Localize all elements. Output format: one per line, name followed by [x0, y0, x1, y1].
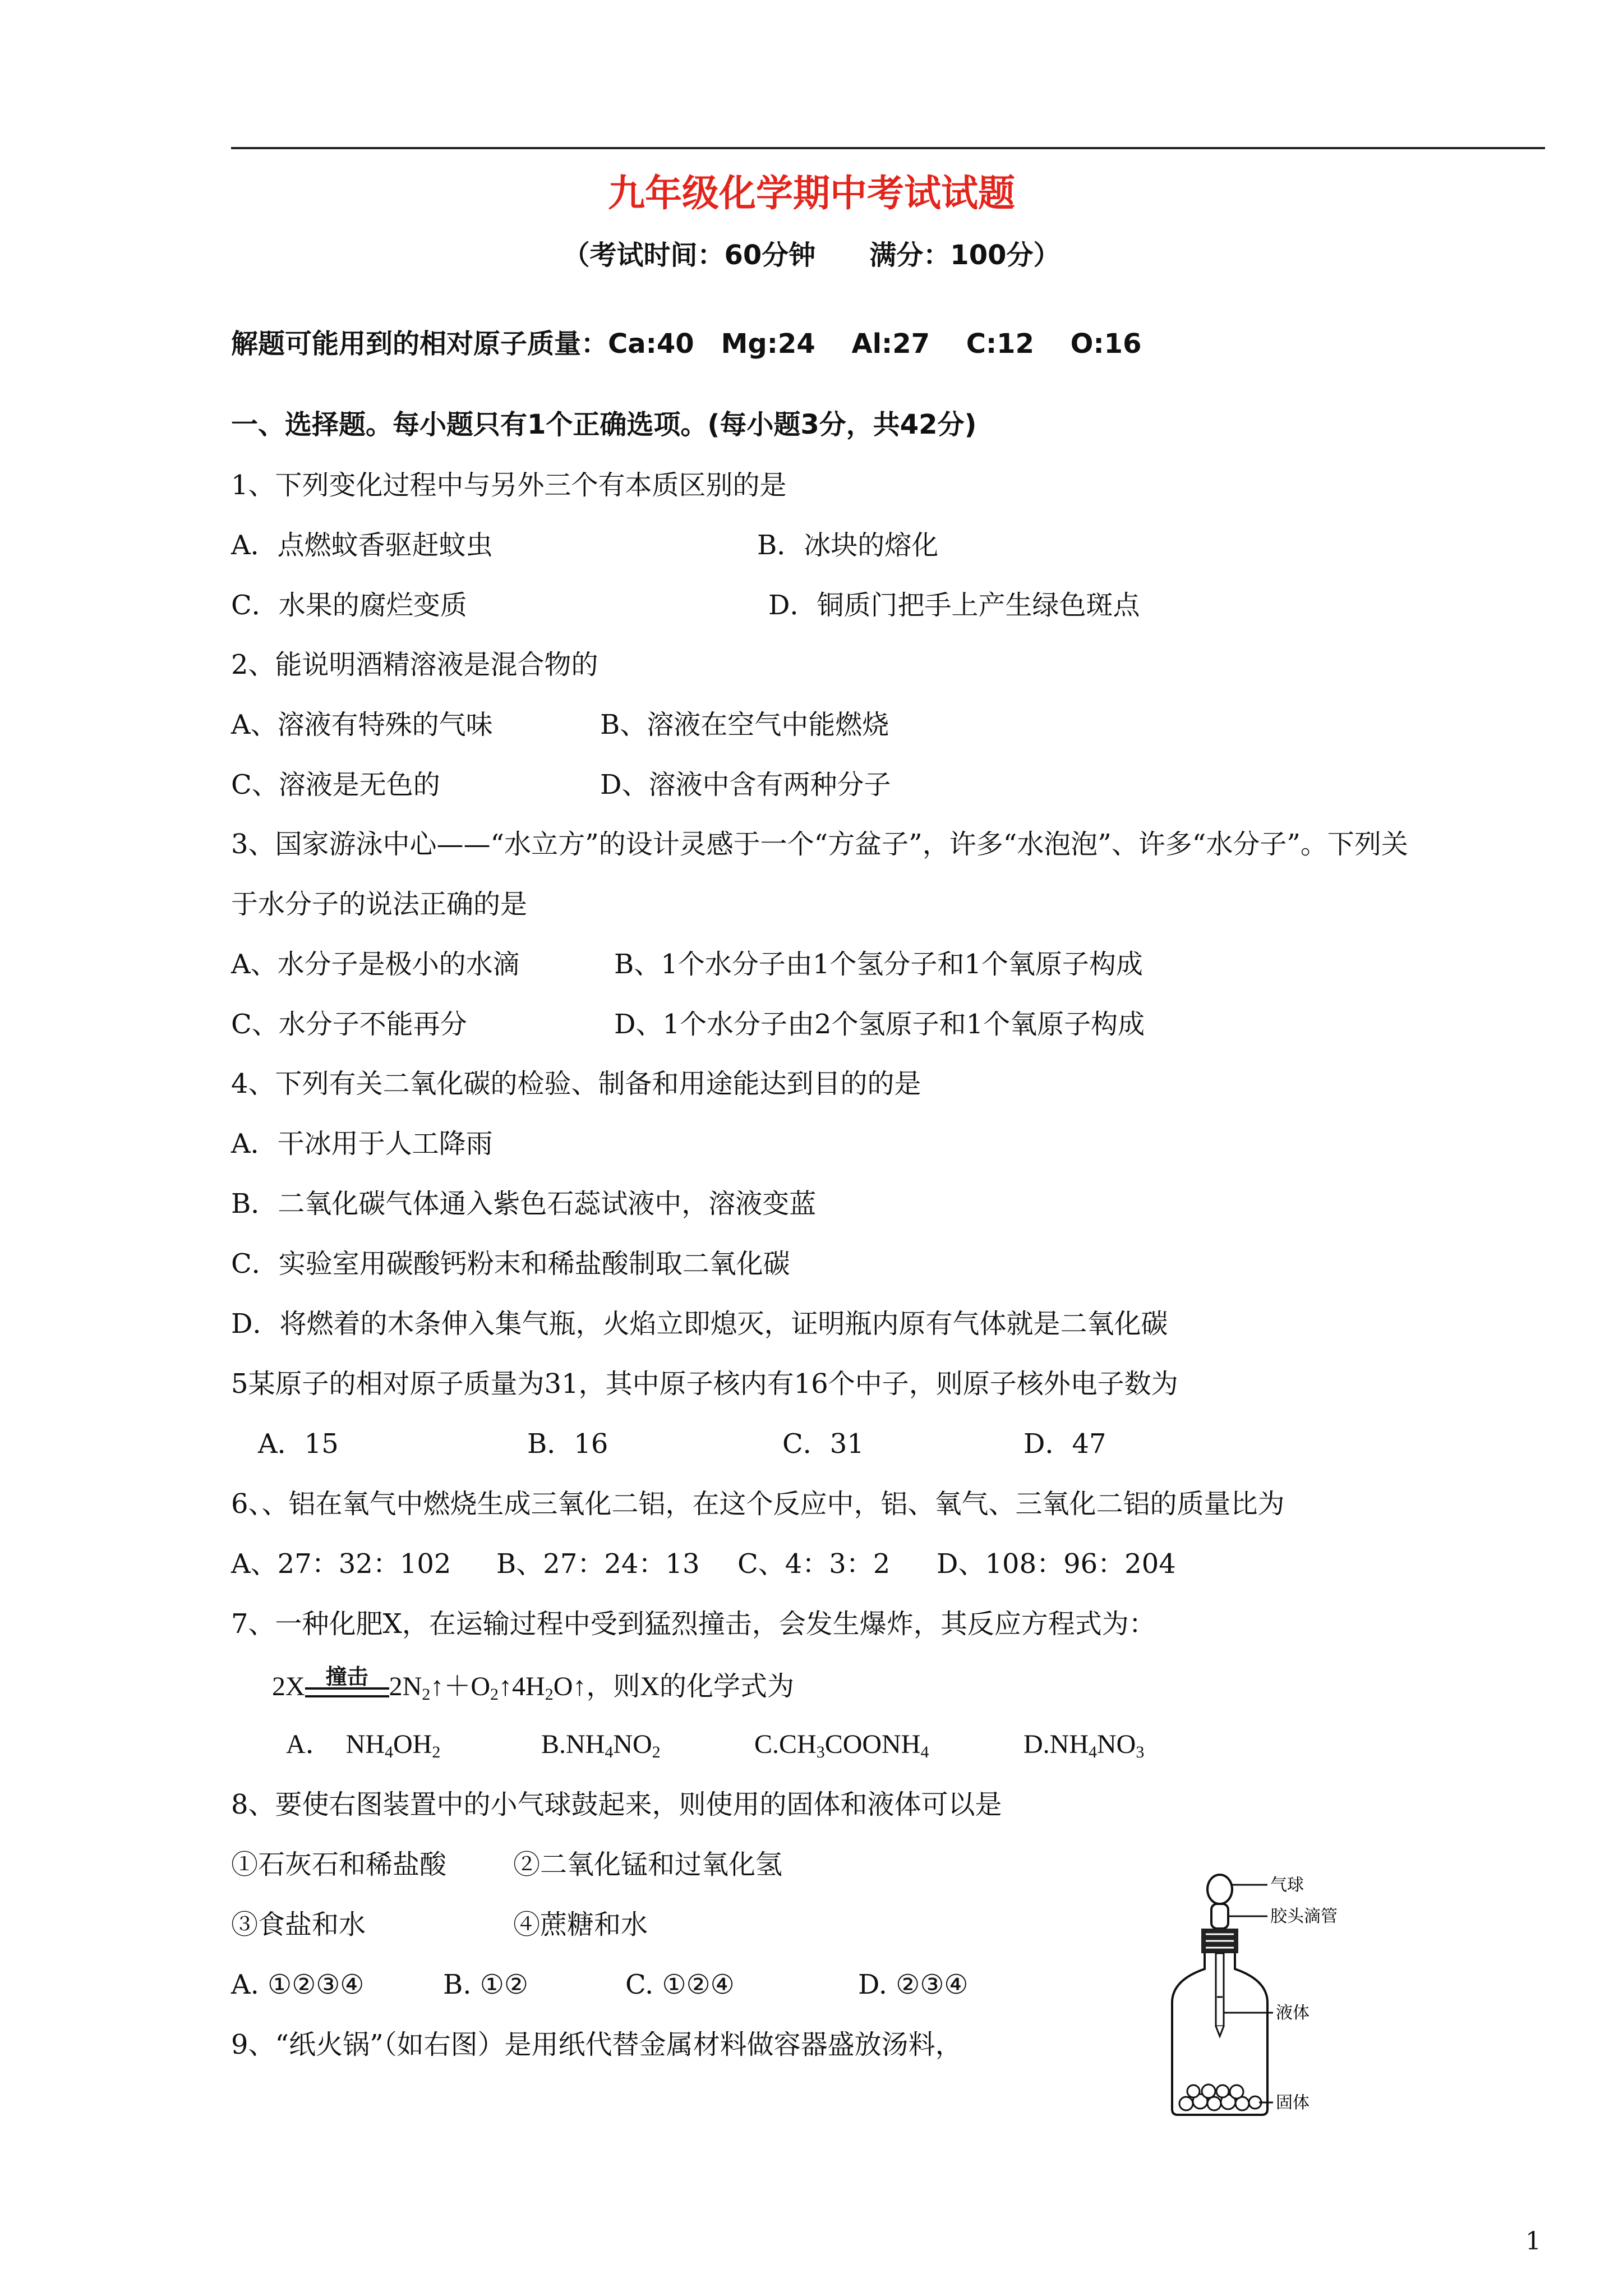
solid-pieces-icon: [1179, 2085, 1261, 2110]
reaction-condition: 撞击: [325, 1664, 368, 1689]
question-4-option-d: D．将燃着的木条伸入集气瓶，火焰立即熄灭，证明瓶内原有气体就是二氧化碳: [231, 1308, 1168, 1340]
exam-title: 九年级化学期中考试试题: [608, 172, 1015, 215]
question-8-option-b: B. ①②: [443, 1969, 528, 2000]
question-3-option-c: C、水分子不能再分: [231, 1009, 467, 1040]
question-8-option-a: A. ①②③④: [231, 1969, 365, 2000]
question-1-stem: 1、下列变化过程中与另外三个有本质区别的是: [231, 470, 787, 501]
page-number: 1: [1525, 2227, 1541, 2256]
question-6-option-c: C、4：3：2: [737, 1548, 891, 1580]
question-7-option-b: $B.NH_4NO_2$: [541, 1729, 661, 1761]
question-8-choice-4: ④蔗糖和水: [513, 1909, 648, 1940]
label-dropper: 胶头滴管: [1270, 1907, 1338, 1926]
label-balloon: 气球: [1270, 1875, 1304, 1895]
dropper-tube-icon: [1216, 1953, 1224, 2026]
question-8-option-d: D. ②③④: [858, 1969, 969, 2000]
question-5-stem: 5某原子的相对原子质量为31，其中原子核内有16个中子，则原子核外电子数为: [231, 1368, 1178, 1400]
equation-tail: ，则X的化学式为: [586, 1672, 795, 1701]
question-4-stem: 4、下列有关二氧化碳的检验、制备和用途能达到目的的是: [231, 1068, 921, 1099]
reaction-equation: 2X 撞击 $2N_2↑+O_2↑4H_2O↑$，则X的化学式为: [272, 1665, 794, 1706]
exam-subtitle: （考试时间：60分钟 满分：100分）: [562, 240, 1061, 271]
question-8-stem: 8、要使右图装置中的小气球鼓起来，则使用的固体和液体可以是: [231, 1789, 1002, 1820]
question-4-option-c: C．实验室用碳酸钙粉末和稀盐酸制取二氧化碳: [231, 1248, 790, 1280]
question-8-choice-2: ②二氧化锰和过氧化氢: [513, 1849, 783, 1880]
question-2-option-b: B、溶液在空气中能燃烧: [600, 709, 889, 740]
question-5-option-b: B．16: [527, 1428, 608, 1460]
question-6-stem: 6、、铝在氧气中燃烧生成三氧化二铝，在这个反应中，铝、氧气、三氧化二铝的质量比为: [231, 1488, 1285, 1520]
question-2-option-c: C、溶液是无色的: [231, 769, 440, 800]
question-5-option-a: A．15: [258, 1428, 339, 1460]
question-4-option-b: B．二氧化碳气体通入紫色石蕊试液中，溶液变蓝: [231, 1188, 817, 1220]
section-heading: 一、选择题。每小题只有1个正确选项。(每小题3分，共42分): [231, 409, 977, 440]
question-2-stem: 2、能说明酒精溶液是混合物的: [231, 649, 598, 680]
question-8-option-c: C. ①②④: [625, 1969, 735, 2000]
question-6-option-d: D、108：96：204: [937, 1548, 1176, 1580]
dropper-bulb-icon: [1211, 1904, 1228, 1929]
question-3-option-a: A、水分子是极小的水滴: [231, 949, 520, 980]
apparatus-diagram: [1155, 1868, 1368, 2120]
equals-sign: [305, 1687, 389, 1697]
question-3-option-d: D、1个水分子由2个氢原子和1个氧原子构成: [614, 1009, 1145, 1040]
question-5-option-d: D．47: [1023, 1428, 1106, 1460]
question-3-stem-cont: 于水分子的说法正确的是: [231, 889, 528, 920]
equation-reactant: 2X: [272, 1672, 305, 1701]
label-solid: 固体: [1276, 2093, 1310, 2113]
question-1-option-d: D．铜质门把手上产生绿色斑点: [768, 590, 1140, 621]
question-1-option-b: B．冰块的熔化: [757, 530, 939, 561]
question-1-option-a: A．点燃蚊香驱赶蚊虫: [231, 530, 493, 561]
header-rule: [231, 147, 1545, 149]
question-8-choice-3: ③食盐和水: [231, 1909, 366, 1940]
question-3-option-b: B、1个水分子由1个氢分子和1个氧原子构成: [614, 949, 1143, 980]
question-7-option-d: $D.NH_4NO_3$: [1023, 1729, 1145, 1761]
question-6-option-a: A、27：32：102: [231, 1548, 451, 1580]
atomic-mass-line: 解题可能用到的相对原子质量：Ca:40 Mg:24 Al:27 C:12 O:16: [231, 328, 1142, 360]
balloon-icon: [1207, 1875, 1232, 1904]
question-6-option-b: B、27：24：13: [496, 1548, 700, 1580]
question-1-option-c: C．水果的腐烂变质: [231, 590, 467, 621]
question-8-choice-1: ①石灰石和稀盐酸: [231, 1849, 447, 1880]
reaction-arrow: [305, 1665, 389, 1699]
question-7-stem: 7、一种化肥X，在运输过程中受到猛烈撞击，会发生爆炸，其反应方程式为：: [231, 1608, 1156, 1640]
question-7-option-a: A． $NH_4OH_2$: [286, 1729, 441, 1761]
question-4-option-a: A．干冰用于人工降雨: [231, 1128, 493, 1159]
question-5-option-c: C．31: [782, 1428, 864, 1460]
question-2-option-a: A、溶液有特殊的气味: [231, 709, 493, 740]
question-3-stem: 3、国家游泳中心——“水立方”的设计灵感于一个“方盆子”，许多“水泡泡”、许多“水分子”。下列关: [231, 829, 1408, 860]
label-liquid: 液体: [1276, 2003, 1310, 2023]
question-7-option-c: $C.CH_3COONH_4$: [754, 1729, 929, 1761]
question-2-option-d: D、溶液中含有两种分子: [600, 769, 891, 800]
question-9-stem: 9、“纸火锅”（如右图）是用纸代替金属材料做容器盛放汤料，: [231, 2029, 962, 2060]
